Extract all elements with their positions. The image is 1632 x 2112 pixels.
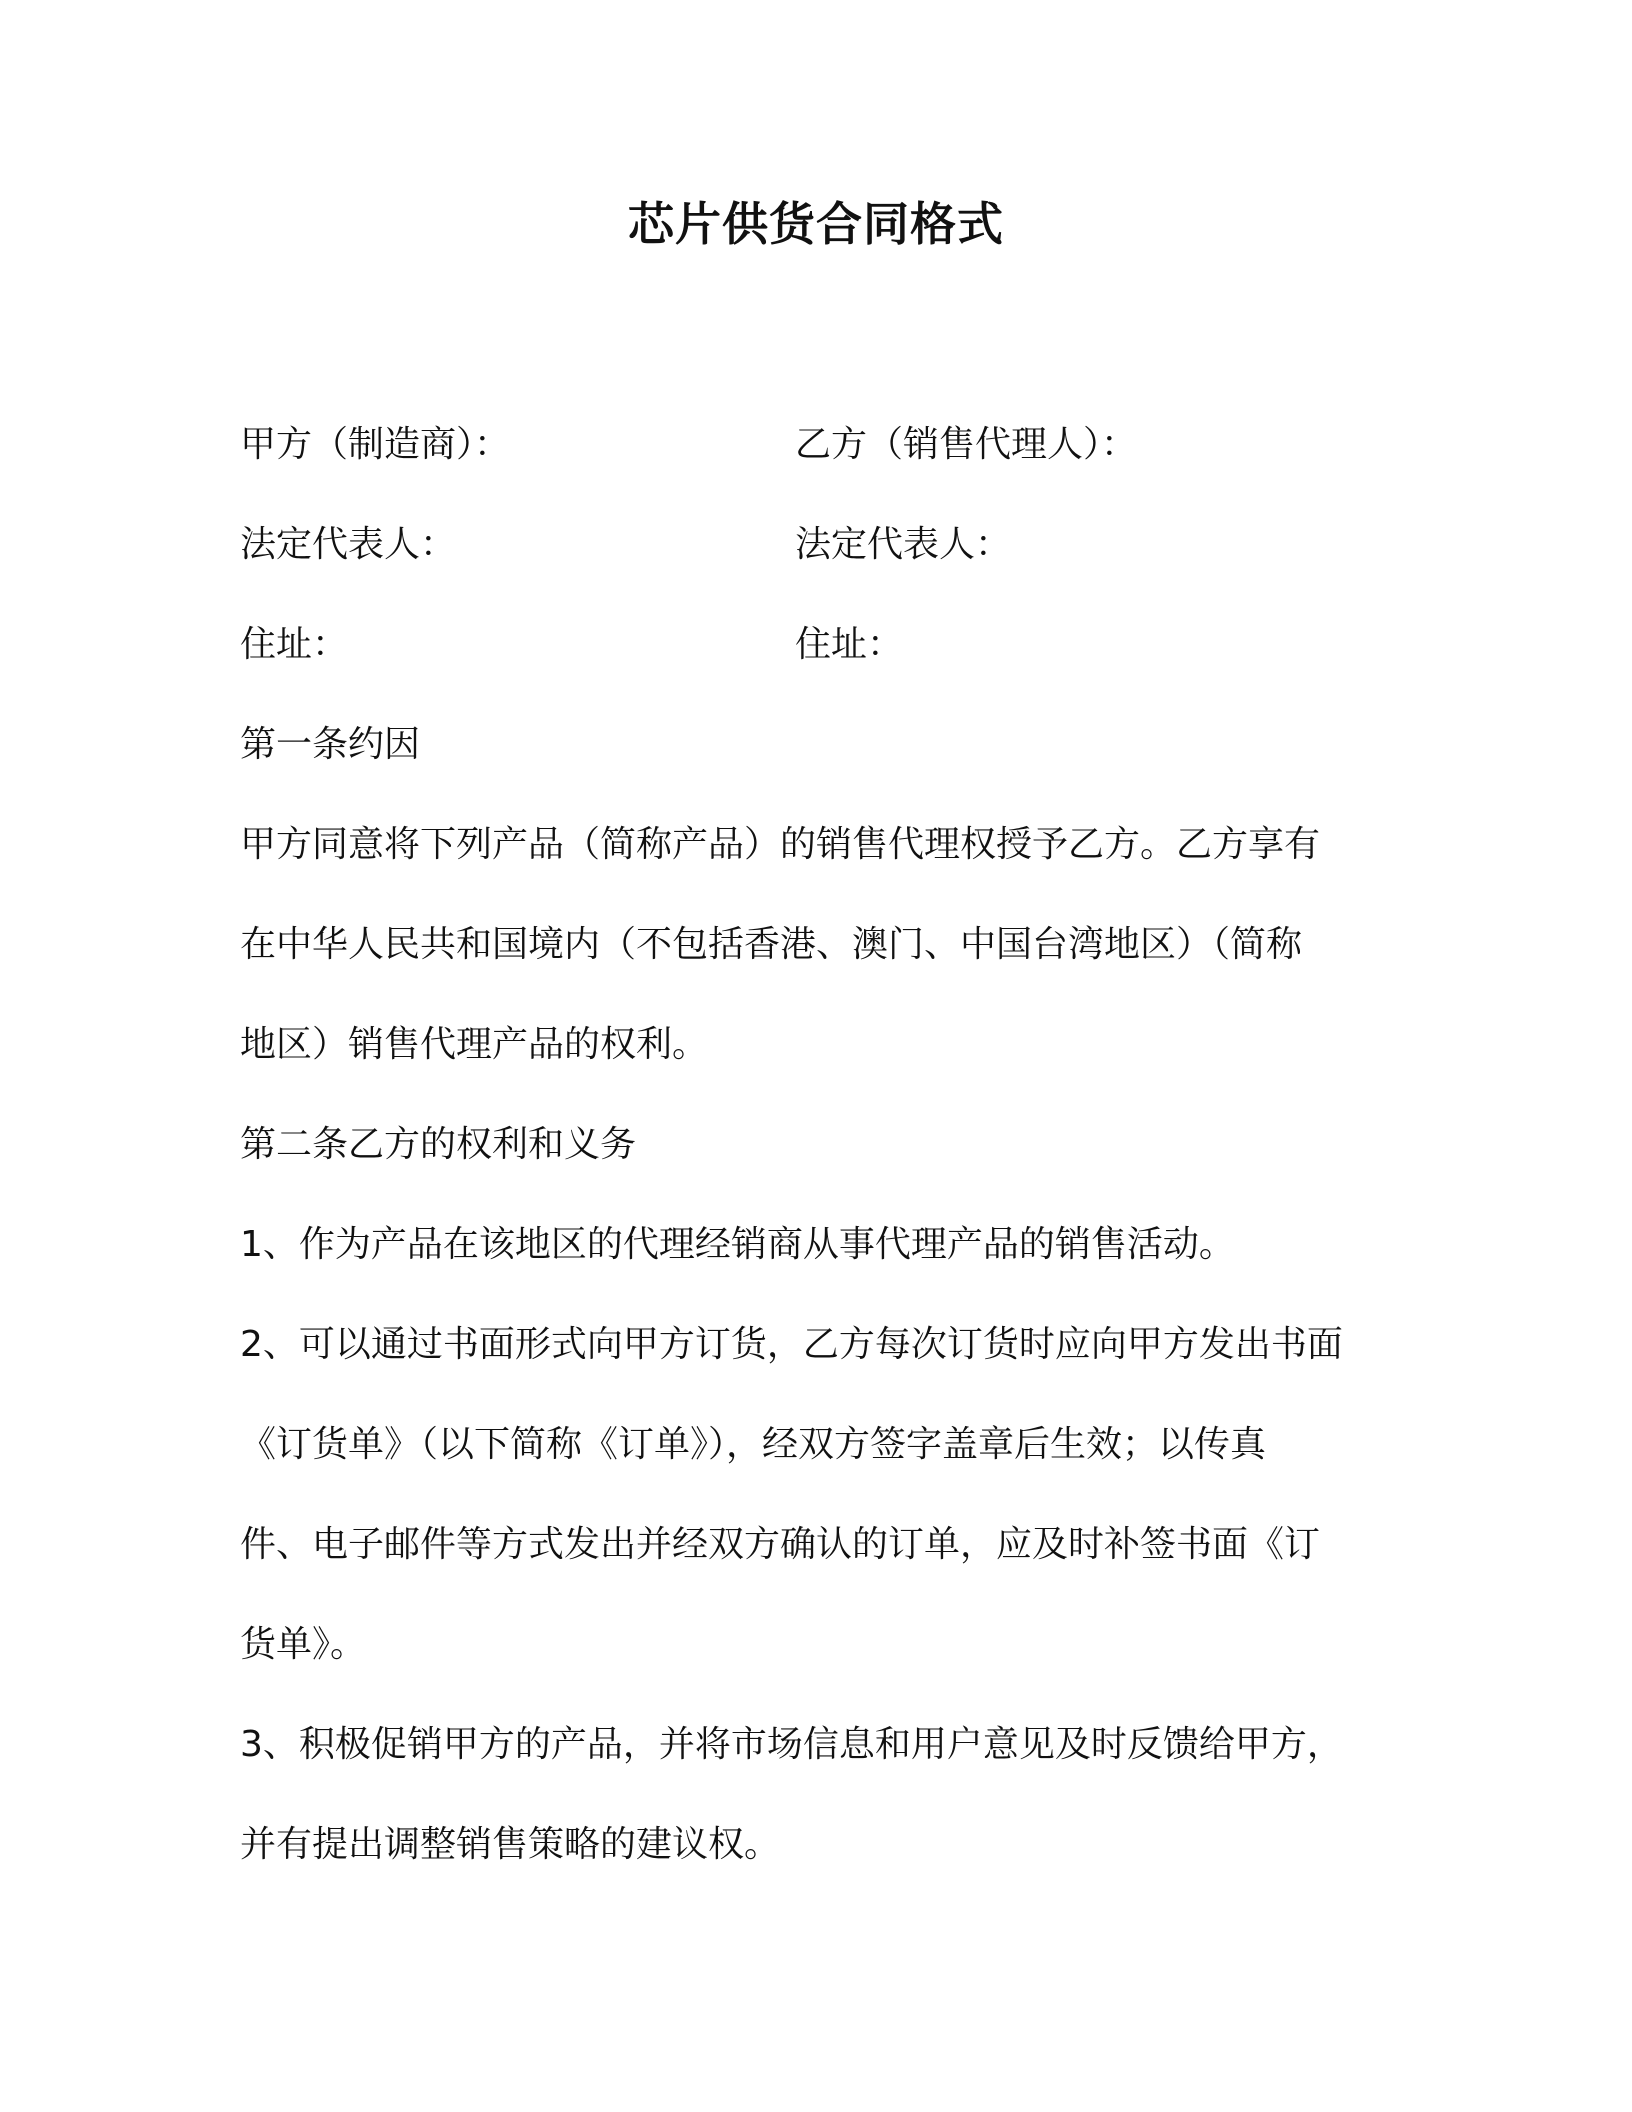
party-a-rep-label: 法定代表人： [240, 524, 457, 565]
document-title: 芯片供货合同格式 [628, 197, 1004, 251]
article-2-line: 《订货单》（以下简称《订单》），经双方签字盖章后生效；以传真 [240, 1424, 1267, 1465]
article-2-line: 1、作为产品在该地区的代理经销商从事代理产品的销售活动。 [240, 1224, 1235, 1265]
article-1-heading: 第一条约因 [240, 724, 421, 765]
article-2-line: 3、积极促销甲方的产品，并将市场信息和用户意见及时反馈给甲方， [240, 1724, 1343, 1765]
article-2-line: 件、电子邮件等方式发出并经双方确认的订单，应及时补签书面《订 [240, 1524, 1321, 1565]
party-b-name-label: 乙方（销售代理人）： [795, 424, 1138, 465]
party-b-rep-label: 法定代表人： [795, 524, 1012, 565]
article-2-line: 并有提出调整销售策略的建议权。 [240, 1824, 781, 1865]
article-2-heading: 第二条乙方的权利和义务 [240, 1124, 637, 1165]
party-b-address-label: 住址： [795, 624, 904, 665]
article-2-line: 2、可以通过书面形式向甲方订货，乙方每次订货时应向甲方发出书面 [240, 1324, 1343, 1365]
article-1-line: 甲方同意将下列产品（简称产品）的销售代理权授予乙方。乙方享有 [240, 824, 1321, 865]
article-1-line: 地区）销售代理产品的权利。 [240, 1024, 709, 1065]
party-a-address-label: 住址： [240, 624, 349, 665]
article-1-line: 在中华人民共和国境内（不包括香港、澳门、中国台湾地区）（简称 [240, 924, 1303, 965]
article-2-line: 货单》。 [240, 1624, 367, 1665]
party-a-name-label: 甲方（制造商）： [240, 424, 511, 465]
